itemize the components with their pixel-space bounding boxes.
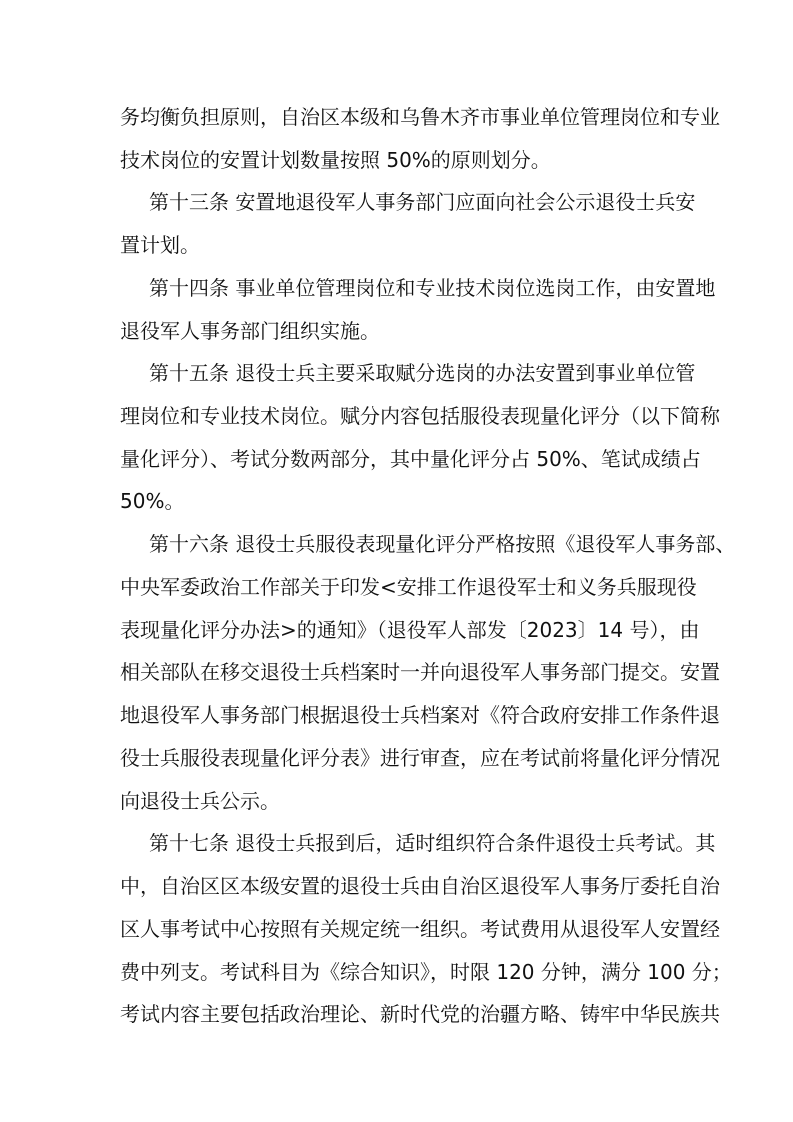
text-line: 置计划。 [120,233,200,257]
text-line: 中央军委政治工作部关于印发<安排工作退役军士和义务兵服现役 [120,575,697,599]
text-line: 向退役士兵公示。 [120,789,280,813]
text-line: 役士兵服役表现量化评分表》进行审查，应在考试前将量化评分情况 [120,746,720,770]
text-line: 中，自治区区本级安置的退役士兵由自治区退役军人事务厅委托自治 [120,874,720,898]
text-line: 相关部队在移交退役士兵档案时一并向退役军人事务部门提交。安置 [120,660,720,684]
article-heading-line: 第十四条 事业单位管理岗位和专业技术岗位选岗工作，由安置地 [149,276,716,300]
article-heading-line: 第十三条 安置地退役军人事务部门应面向社会公示退役士兵安 [149,190,696,214]
article-heading-line: 第十五条 退役士兵主要采取赋分选岗的办法安置到事业单位管 [149,361,696,385]
text-line: 技术岗位的安置计划数量按照 50%的原则划分。 [120,148,551,172]
text-line: 理岗位和专业技术岗位。赋分内容包括服役表现量化评分（以下简称 [120,404,720,428]
text-line: 区人事考试中心按照有关规定统一组织。考试费用从退役军人安置经 [120,917,720,941]
text-line: 表现量化评分办法>的通知》（退役军人部发〔2023〕14 号），由 [120,618,700,642]
article-heading-line: 第十六条 退役士兵服役表现量化评分严格按照《退役军人事务部、 [149,532,736,556]
text-line: 费中列支。考试科目为《综合知识》，时限 120 分钟，满分 100 分； [120,960,732,984]
article-heading-line: 第十七条 退役士兵报到后，适时组织符合条件退役士兵考试。其 [149,831,716,855]
text-line: 地退役军人事务部门根据退役士兵档案对《符合政府安排工作条件退 [120,703,720,727]
text-line: 退役军人事务部门组织实施。 [120,319,380,343]
text-line: 务均衡负担原则，自治区本级和乌鲁木齐市事业单位管理岗位和专业 [120,105,720,129]
text-line: 考试内容主要包括政治理论、新时代党的治疆方略、铸牢中华民族共 [120,1002,720,1026]
text-line: 50%。 [120,489,185,513]
text-line: 量化评分）、考试分数两部分，其中量化评分占 50%、笔试成绩占 [120,447,701,471]
